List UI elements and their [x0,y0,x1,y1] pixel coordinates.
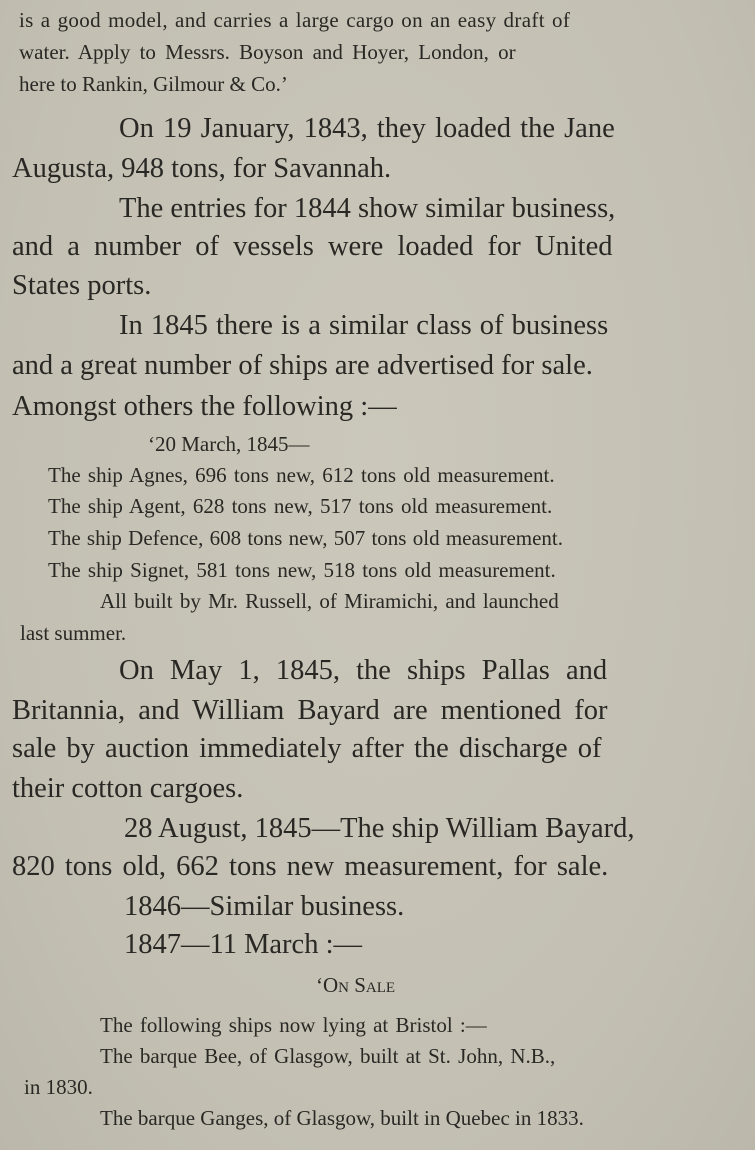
text-line-21 [12,733,601,765]
text-line-10 [12,350,593,382]
text-line-30 [24,1075,93,1100]
text-span: 1846—Similar business. [124,891,405,922]
text-line-22 [12,773,243,805]
text-span: here to Rankin, Gilmour & Co.’ [19,72,288,96]
text-line-5 [12,153,391,185]
text-line-8 [12,270,151,302]
text-line-11 [12,391,397,423]
text-line-25 [124,891,404,923]
text-line-29 [100,1044,555,1069]
text-span: sale by auction immediately after the discharge of [12,733,602,764]
text-span: The ship Defence, 608 tons new, 507 tons old measurement. [48,526,564,550]
text-span: The ship Signet, 581 tons new, 518 tons old measurement. [48,558,556,582]
text-span: last summer. [20,621,127,645]
text-span: their cotton cargoes. [12,773,244,804]
text-line-16 [48,558,556,583]
text-span: ‘On Sale [316,973,396,997]
text-span: The ship Agnes, 696 tons new, 612 tons old measurement. [48,463,555,487]
text-line-28 [100,1013,487,1038]
text-line-9 [119,310,608,342]
text-line-2 [19,40,718,65]
text-span: The entries for 1844 show similar business, [119,193,616,224]
text-line-1 [19,8,718,33]
text-line-20 [12,695,607,727]
text-line-26 [124,929,362,961]
text-span: 1847—11 March :— [124,929,362,960]
text-span: On 19 January, 1843, they loaded the Jane [119,113,615,144]
text-span: ‘20 March, 1845— [148,432,310,456]
text-line-31 [100,1106,584,1131]
text-span: Britannia, and William Bayard are mentioned for [12,695,608,726]
text-line-24 [12,851,608,883]
text-line-6 [119,193,615,225]
text-span: All built by Mr. Russell, of Miramichi, and launched [100,589,559,613]
text-span: is a good model, and carries a large cargo on an easy draft of [19,8,571,32]
text-line-17 [100,589,559,614]
text-line-19 [119,655,607,687]
text-span: water. Apply to Messrs. Boyson and Hoyer, London, or [19,40,516,64]
text-line-14 [48,494,552,519]
text-span: Amongst others the following :— [12,391,397,422]
text-span: and a great number of ships are advertised for sale. [12,350,593,381]
text-span: Augusta, 948 tons, for Savannah. [12,153,392,184]
text-span: 820 tons old, 662 tons new measurement, for sale. [12,851,609,882]
text-line-23 [124,813,635,845]
text-line-27 [316,973,395,998]
text-line-18 [20,621,126,646]
text-line-12 [148,432,310,457]
text-span: In 1845 there is a similar class of business [119,310,609,341]
text-span: States ports. [12,270,152,301]
text-line-4 [119,113,615,145]
text-span: 28 August, 1845—The ship William Bayard, [124,813,635,844]
text-span: and a number of vessels were loaded for United [12,231,613,262]
text-line-7 [12,231,612,263]
text-span: in 1830. [24,1075,93,1099]
text-span: The following ships now lying at Bristol :— [100,1013,487,1037]
text-span: The ship Agent, 628 tons new, 517 tons old measurement. [48,494,553,518]
text-span: The barque Ganges, of Glasgow, built in Quebec in 1833. [100,1106,584,1130]
text-line-3 [19,72,288,97]
text-span: The barque Bee, of Glasgow, built at St. John, N.B., [100,1044,556,1068]
text-line-13 [48,463,555,488]
text-span: On May 1, 1845, the ships Pallas and [119,655,608,686]
text-line-15 [48,526,563,551]
